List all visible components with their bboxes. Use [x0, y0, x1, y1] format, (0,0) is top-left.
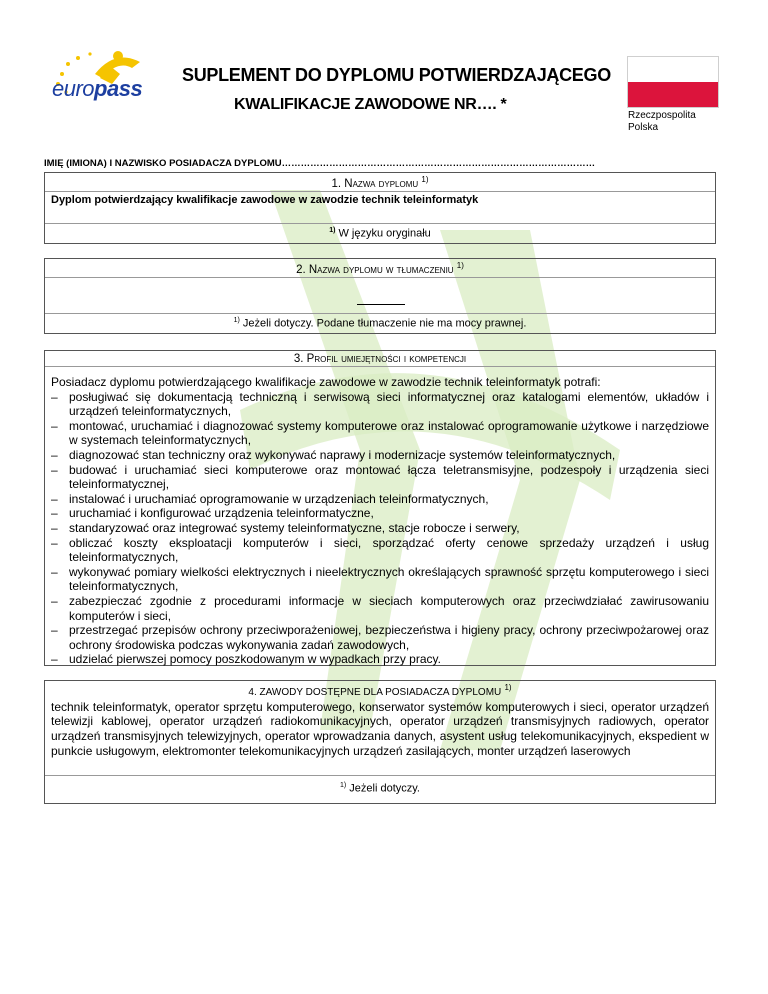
logo-text-euro: euro	[52, 76, 95, 101]
section-1-note-mark: 1)	[421, 175, 429, 184]
list-item: – przestrzegać przepisów ochrony przeciwporażeniowej, bezpieczeństwa i higieny pracy, ochrony przeciwpożarowej oraz ochrony środowiska podczas wykonywania zadań zawodowych,	[51, 623, 709, 652]
section-4-footnote	[45, 775, 715, 803]
section-1-title: 1. Nazwa dyplomu	[331, 177, 419, 190]
title-line-2: KWALIFIKACJE ZAWODOWE NR…. *	[234, 96, 507, 113]
section-diploma-name	[44, 172, 716, 244]
section-skills-profile	[44, 350, 716, 666]
section-diploma-translation	[44, 258, 716, 334]
section-4-foot-mark: 1)	[339, 782, 347, 790]
section-3-title: 3. Profil umiejętności i kompetencji	[293, 353, 467, 365]
section-4-note-mark: 1)	[504, 683, 512, 692]
list-item: – uruchamiać i konfigurować urządzenia teleinformatyczne,	[51, 506, 709, 521]
section-2-foot-mark: 1)	[233, 317, 240, 325]
section-1-footnote	[45, 223, 715, 243]
logo-text-pass: pass	[94, 76, 143, 101]
title-line-1: SUPLEMENT DO DYPLOMU POTWIERDZAJĄCEGO	[182, 65, 611, 85]
translation-blank-line	[357, 304, 405, 305]
list-item: – budować i uruchamiać sieci komputerowe oraz montować łącza teletransmisyjne, podzespoły i urządzenia sieci teleinformatycznej,	[51, 463, 709, 492]
list-item: – instalować i uruchamiać oprogramowanie w urządzeniach teleinformatycznych,	[51, 492, 709, 507]
list-item: – zabezpieczać zgodnie z procedurami informacje w sieciach komputerowych oraz przeciwdziałać zawirusowaniu komputerów i sieci,	[51, 594, 709, 623]
section-4-footnote-text: Jeżeli dotyczy.	[349, 783, 420, 795]
list-item: – udzielać pierwszej pomocy poszkodowanym w wypadkach przy pracy.	[51, 652, 709, 667]
section-2-title: 2. Nazwa dyplomu w tłumaczeniu	[296, 263, 454, 276]
section-4-body: technik teleinformatyk, operator sprzętu komputerowego, konserwator systemów komputerowych i sieci, operator urządzeń telewizji kablowej, operator urządzeń radiokomunikacyjnych, operator urządzeń transmisyjnych radiowych, operator urządzeń transmisyjnych telewizyjnych, operator wprowadzania danych, asystent usług telekomunikacyjnych, ekspedient w punkcie usługowym, elektromonter telekomunikacyjnych urządzeń zasilających, monter urządzeń laserowych	[51, 699, 709, 758]
section-1-foot-mark: 1)	[329, 227, 336, 235]
section-3-body	[45, 367, 715, 667]
section-2-header	[45, 259, 715, 278]
country-line-1: Rzeczpospolita	[628, 110, 696, 121]
country-line-2: Polska	[628, 122, 659, 133]
polish-flag-icon	[627, 56, 719, 108]
page-title	[182, 60, 612, 120]
list-item: – obliczać koszty eksploatacji komputerów i sieci, sporządzać oferty cenowe sprzedaży urządzeń i usług teleinformatycznych,	[51, 536, 709, 565]
section-1-footnote-text: W języku oryginału	[338, 228, 431, 240]
section-available-occupations	[44, 680, 716, 804]
section-1-header	[45, 173, 715, 192]
skills-list	[51, 390, 709, 667]
section-2-note-mark: 1)	[456, 261, 464, 270]
list-item: – standaryzować oraz integrować systemy teleinformatyczne, stacje robocze i serwery,	[51, 521, 709, 536]
section-1-body: Dyplom potwierdzający kwalifikacje zawodowe w zawodzie technik teleinformatyk	[51, 193, 479, 206]
section-4-header	[45, 681, 715, 699]
list-item: – posługiwać się dokumentacją techniczną i serwisową sieci informatycznej oraz katalogami elementów, układów i urządzeń teleinformatycznych,	[51, 390, 709, 419]
section-2-footnote	[45, 313, 715, 333]
holder-name-field: IMIĘ (IMIONA) I NAZWISKO POSIADACZA DYPLOMU………………………………………………………………………………………	[44, 158, 596, 169]
skills-intro: Posiadacz dyplomu potwierdzającego kwalifikacje zawodowe w zawodzie technik teleinformatyk potrafi:	[51, 375, 601, 389]
section-4-title: 4. ZAWODY DOSTĘPNE DLA POSIADACZA DYPLOMU	[248, 686, 502, 698]
list-item: – montować, uruchamiać i diagnozować systemy komputerowe oraz instalować oprogramowanie użytkowe i narzędziowe w systemach teleinformatycznych,	[51, 419, 709, 448]
list-item: – diagnozować stan techniczny oraz wykonywać naprawy i modernizacje systemów teleinformatycznych,	[51, 448, 709, 463]
section-2-footnote-text: Jeżeli dotyczy. Podane tłumaczenie nie ma mocy prawnej.	[242, 318, 527, 330]
section-3-header	[45, 351, 715, 367]
list-item: – wykonywać pomiary wielkości elektrycznych i nieelektrycznych określających sprawność sprzętu komputerowego i sieci teleinformatycznych,	[51, 565, 709, 594]
country-label	[628, 110, 696, 134]
